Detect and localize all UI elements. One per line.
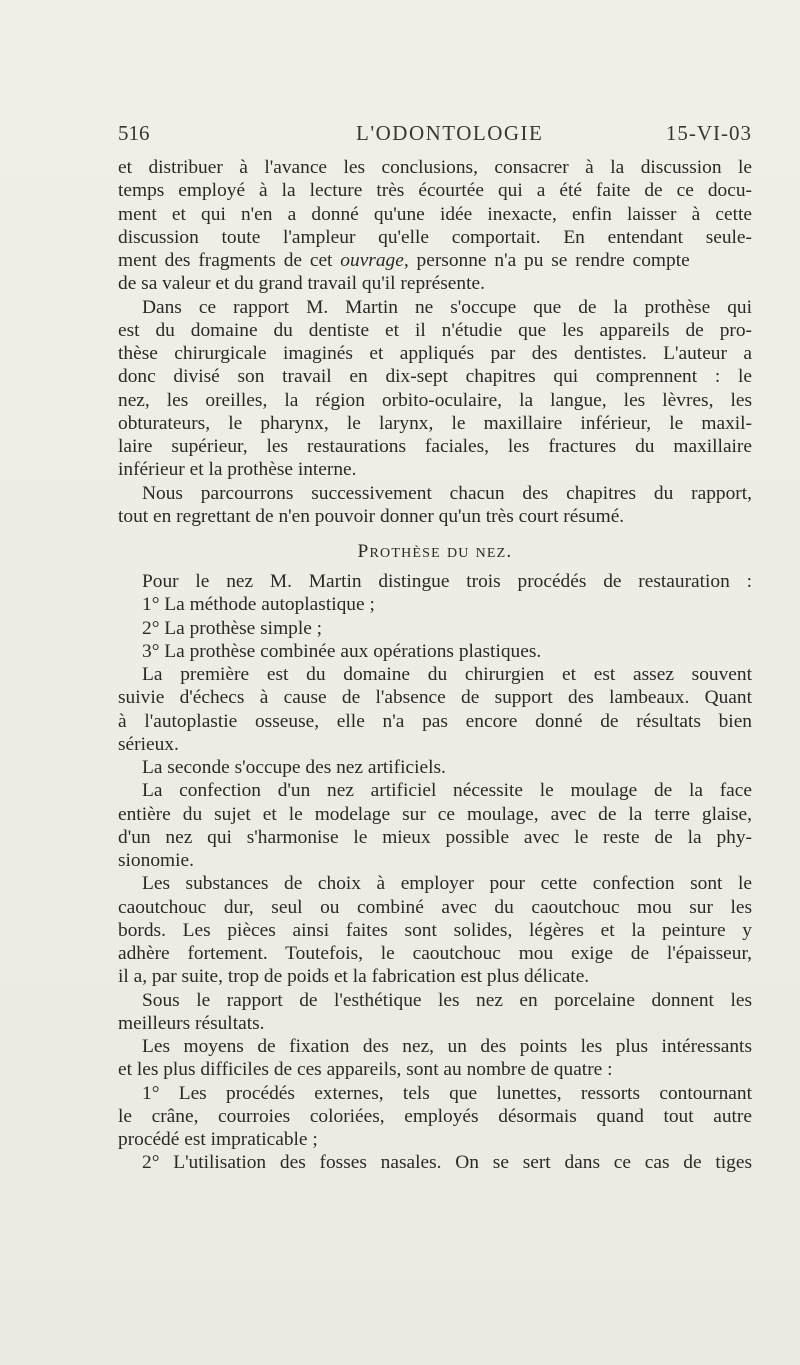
text-line: sérieux. — [118, 733, 179, 755]
text-line: ment et qui n'en a donné qu'une idée inexacte, enfin laisser à cette — [118, 203, 752, 225]
page-number: 516 — [118, 121, 150, 145]
text-line: thèse chirurgicale imaginés et appliqués par des dentistes. L'auteur a — [118, 343, 752, 364]
italic-word: ouvrage, — [340, 250, 409, 271]
text-segment: personne n'a pu se rendre compte — [408, 250, 690, 271]
text-line: discussion toute l'ampleur qu'elle comportait. En entendant seule- — [118, 226, 752, 248]
text-line: Les substances de choix à employer pour cette confection sont le — [142, 873, 752, 895]
text-line: La seconde s'occupe des nez artificiels. — [142, 757, 446, 778]
text-line: La confection d'un nez artificiel nécessite le moulage de la face — [142, 780, 752, 802]
text-line: Les moyens de fixation des nez, un des points les plus intéressants — [142, 1036, 752, 1057]
text-line: laire supérieur, les restaurations faciales, les fractures du maxillaire — [118, 436, 752, 457]
list-item: 1° Les procédés externes, tels que lunettes, ressorts contournant — [142, 1082, 752, 1104]
text-line: donc divisé son travail en dix-sept chapitres qui comprennent : le — [118, 366, 752, 388]
text-line: suivie d'échecs à cause de l'absence de support des lambeaux. Quant — [118, 687, 752, 709]
body-text — [118, 156, 752, 1175]
journal-title: L'ODONTOLOGIE — [356, 121, 544, 145]
text-line: caoutchouc dur, seul ou combiné avec du caoutchouc mou sur les — [118, 896, 752, 918]
text-line: entière du sujet et le modelage sur ce moulage, avec de la terre glaise, — [118, 803, 752, 825]
list-item: 2° La prothèse simple ; — [142, 617, 323, 639]
text-line: meilleurs résultats. — [118, 1012, 265, 1034]
text-line: et distribuer à l'avance les conclusions, consacrer à la discussion le — [118, 157, 752, 178]
text-line: sionomie. — [118, 850, 194, 871]
text-line: de sa valeur et du grand travail qu'il représente. — [118, 273, 485, 295]
text-line: il a, par suite, trop de poids et la fabrication est plus délicate. — [118, 966, 590, 988]
list-item: 1° La méthode autoplastique ; — [142, 594, 375, 616]
text-line: La première est du domaine du chirurgien et est assez souvent — [142, 664, 752, 685]
text-segment: ment des fragments de cet — [118, 250, 341, 271]
text-line: Dans ce rapport M. Martin ne s'occupe que de la prothèse qui — [142, 296, 752, 318]
list-item: 2° L'utilisation des fosses nasales. On se sert dans ce cas de tiges — [142, 1152, 752, 1174]
section-heading: Prothèse du nez. — [357, 541, 513, 562]
running-head — [118, 121, 752, 151]
text-line: le crâne, courroies coloriées, employés désormais quand tout autre — [118, 1105, 752, 1127]
text-line: Pour le nez M. Martin distingue trois procédés de restauration : — [142, 571, 752, 592]
text-line: inférieur et la prothèse interne. — [118, 459, 357, 481]
text-line: bords. Les pièces ainsi faites sont solides, légères et la peinture y — [118, 919, 752, 941]
text-line: Sous le rapport de l'esthétique les nez en porcelaine donnent les — [142, 989, 752, 1011]
text-line: d'un nez qui s'harmonise le mieux possible avec le reste de la phy- — [118, 826, 752, 848]
text-line: procédé est impraticable ; — [118, 1129, 318, 1150]
issue-date: 15-VI-03 — [665, 121, 752, 145]
text-line: adhère fortement. Toutefois, le caoutchouc mou exige de l'épaisseur, — [118, 943, 752, 964]
text-line: nez, les oreilles, la région orbito-oculaire, la langue, les lèvres, les — [118, 389, 752, 411]
list-item: 3° La prothèse combinée aux opérations plastiques. — [142, 640, 542, 662]
text-line: et les plus difficiles de ces appareils, sont au nombre de quatre : — [118, 1059, 613, 1081]
text-line: Nous parcourrons successivement chacun des chapitres du rapport, — [142, 482, 752, 504]
text-line: obturateurs, le pharynx, le larynx, le maxillaire inférieur, le maxil- — [118, 412, 752, 434]
text-line: temps employé à la lecture très écourtée qui a été faite de ce docu- — [118, 180, 752, 202]
text-line: est du domaine du dentiste et il n'étudie que les appareils de pro- — [118, 319, 752, 341]
text-line — [118, 249, 752, 272]
text-line: à l'autoplastie osseuse, elle n'a pas encore donné de résultats bien — [118, 710, 752, 732]
text-line: tout en regrettant de n'en pouvoir donner qu'un très court résumé. — [118, 505, 625, 527]
